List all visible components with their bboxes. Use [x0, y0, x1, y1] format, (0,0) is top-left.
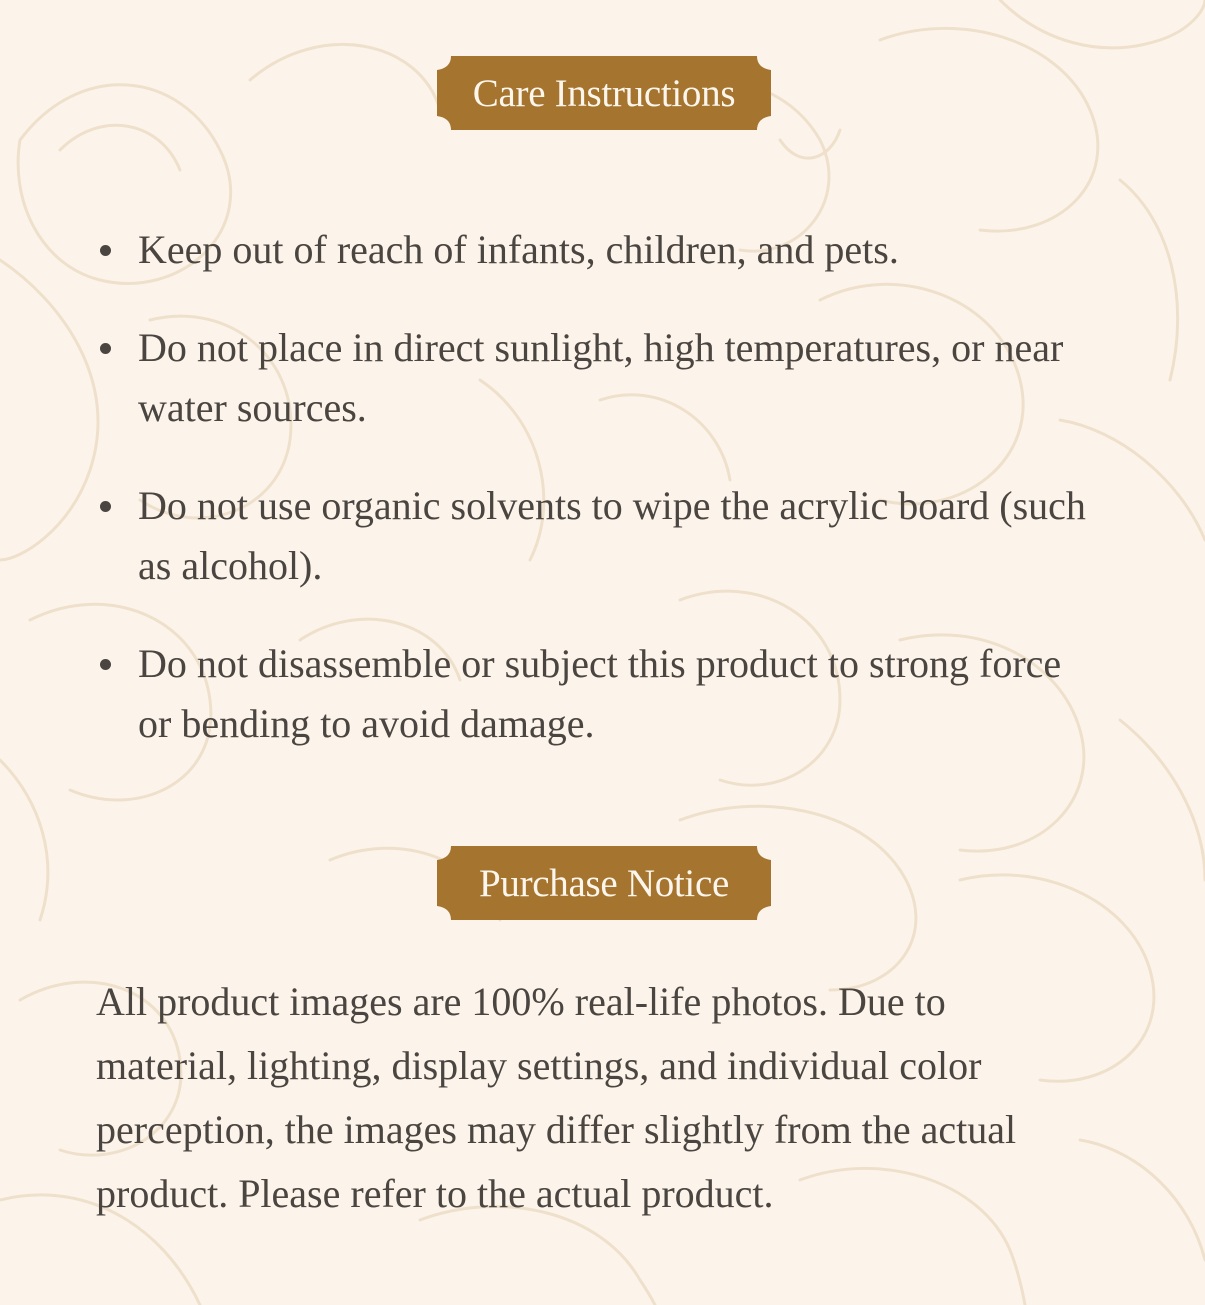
bullet-icon — [100, 659, 111, 670]
care-item-text: Keep out of reach of infants, children, and pets. — [138, 227, 899, 272]
list-item — [96, 318, 1096, 438]
list-item — [96, 634, 1096, 754]
bullet-icon — [100, 501, 111, 512]
care-instructions-heading: Care Instructions — [472, 71, 736, 115]
bullet-icon — [100, 245, 111, 256]
care-item-text: Do not place in direct sunlight, high temperatures, or near water sources. — [138, 325, 1064, 430]
purchase-notice-heading-badge — [437, 846, 771, 920]
care-item-text: Do not use organic solvents to wipe the acrylic board (such as alcohol). — [138, 483, 1086, 588]
care-instructions-list — [96, 220, 1096, 792]
bullet-icon — [100, 343, 111, 354]
care-item-text: Do not disassemble or subject this product to strong force or bending to avoid damage. — [138, 641, 1062, 746]
care-instructions-heading-badge — [437, 56, 771, 130]
list-item — [96, 220, 1096, 280]
list-item — [96, 476, 1096, 596]
purchase-notice-heading: Purchase Notice — [479, 861, 729, 905]
purchase-notice-text: All product images are 100% real-life photos. Due to material, lighting, display settings, and individual color perception, the images may differ slightly from the actual product. Please refer to the actual product. — [96, 979, 1017, 1216]
